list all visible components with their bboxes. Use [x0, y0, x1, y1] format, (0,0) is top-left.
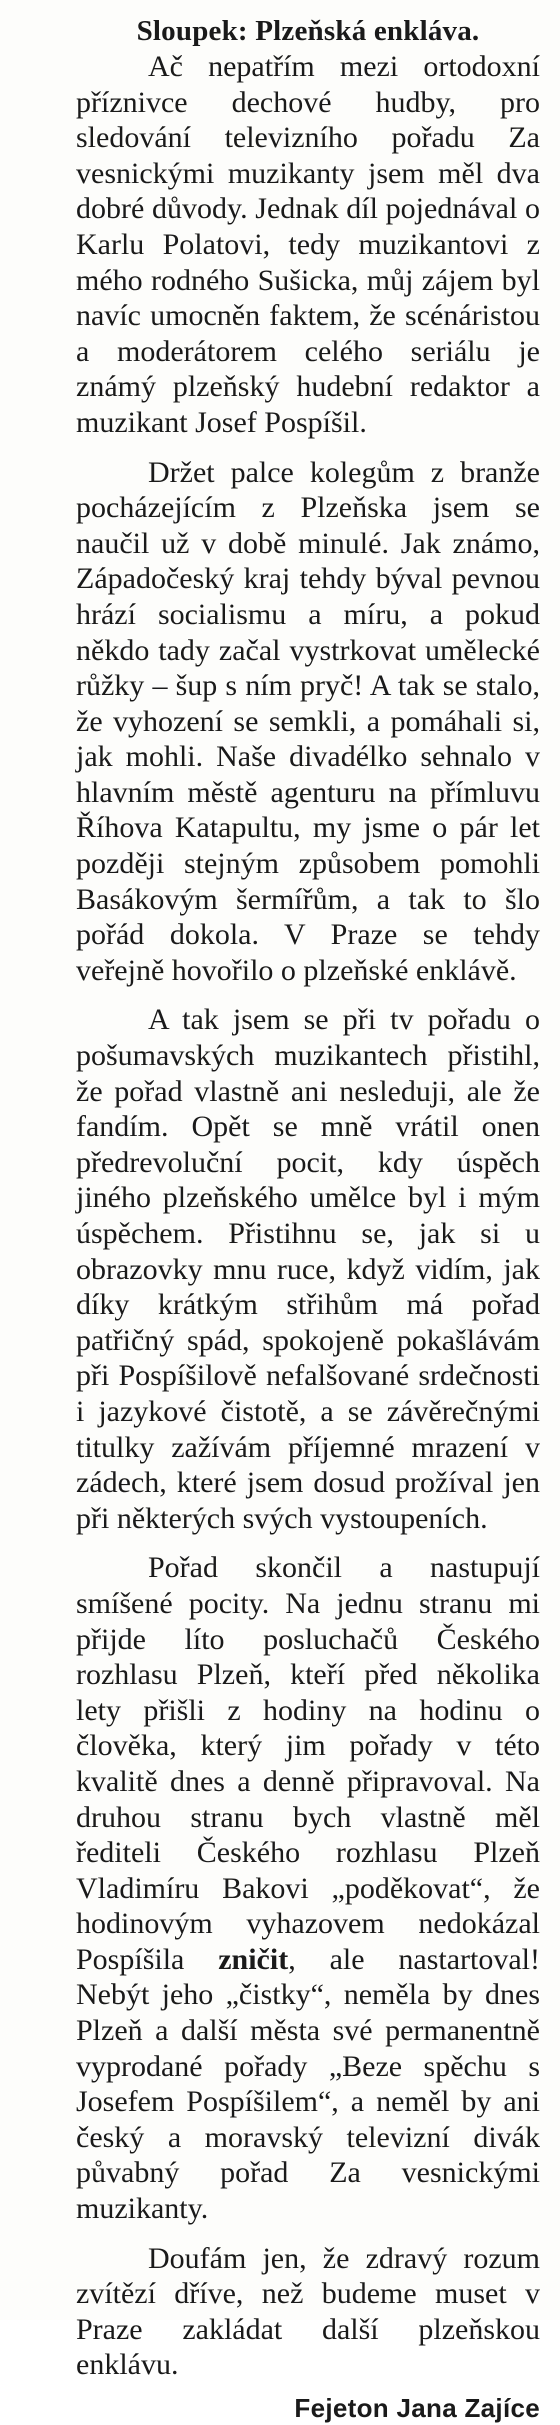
author-signature: Fejeton Jana Zajíce	[294, 2393, 540, 2423]
paragraph-text: Pořad skončil a nastupují smíšené pocity. Na jednu stranu mi přijde líto posluchačů Českého rozhlasu Plzeň, kteří před několika lety přišli z hodiny na hodinu o člověka, který jim pořady v této kvalitě dnes a denně připravoval. Na druhou stranu bych vlastně měl řediteli Českého rozhlasu Plzeň Vladimíru Bakovi „poděkovat“, že hodinovým vyhazovem nedokázal Pospíšila	[76, 1551, 540, 1976]
article-paragraph-5	[76, 2241, 540, 2383]
emphasized-word: zničit	[218, 1942, 289, 1976]
article-paragraph-4	[76, 1550, 540, 2226]
paragraph-text: , ale nastartoval! Nebýt jeho „čistky“, neměla by dnes Plzeň a další města své permanentně vyprodané pořady „Beze spěchu s Josefem Pospíšilem“, a neměl by ani český a moravský televizní divák půvabný pořad Za vesnickými muzikanty.	[76, 1942, 540, 2226]
paragraph-text: Doufám jen, že zdravý rozum zvítězí dříve, než budeme muset v Praze zakládat další plzeňskou enklávu.	[76, 2241, 540, 2382]
paragraph-text: A tak jsem se při tv pořadu o pošumavských muzikantech přistihl, že pořad vlastně ani nesleduji, ale že fandím. Opět se mně vrátil onen předrevoluční pocit, kdy úspěch jiného plzeňského umělce byl i mým úspěchem. Přistihnu se, jak si u obrazovky mnu ruce, když vidím, jak díky krátkým střihům má pořad patřičný spád, spokojeně pokašlávám při Pospíšilově nefalšované srdečnosti i jazykové čistotě, a se závěrečnými titulky zažívám příjemné mrazení v zádech, které jsem dosud prožíval jen při některých svých vystoupeních.	[76, 1003, 540, 1535]
article-paragraph-1	[76, 49, 540, 441]
article-paragraph-3	[76, 1002, 540, 1536]
article-column	[76, 14, 540, 2425]
article-paragraph-2	[76, 455, 540, 989]
paragraph-text: Držet palce kolegům z branže pocházejícím z Plzeňska jsem se naučil už v době minulé. Jak známo, Západočeský kraj tehdy býval pevnou hrází socialismu a míru, a pokud někdo tady začal vystrkovat umělecké růžky – šup s ním pryč! A tak se stalo, že vyhození se semkli, a pomáhali si, jak mohli. Naše divadélko sehnalo v hlavním městě agenturu na přímluvu Říhova Katapultu, my jsme o pár let později stejným způsobem pomohli Basákovým šermířům, a tak to šlo pořád dokola. V Praze se tehdy veřejně hovořilo o plzeňské enklávě.	[76, 455, 540, 987]
article-title: Sloupek: Plzeňská enkláva.	[136, 15, 480, 47]
paragraph-text: Ač nepatřím mezi ortodoxní příznivce dechové hudby, pro sledování televizního pořadu Za vesnickými muzikanty jsem měl dva dobré důvody. Jednak díl pojednával o Karlu Polatovi, tedy muzikantovi z mého rodného Sušicka, můj zájem byl navíc umocněn faktem, že scénáristou a moderátorem celého seriálu je známý plzeňský hudební redaktor a muzikant Josef Pospíšil.	[76, 50, 540, 439]
